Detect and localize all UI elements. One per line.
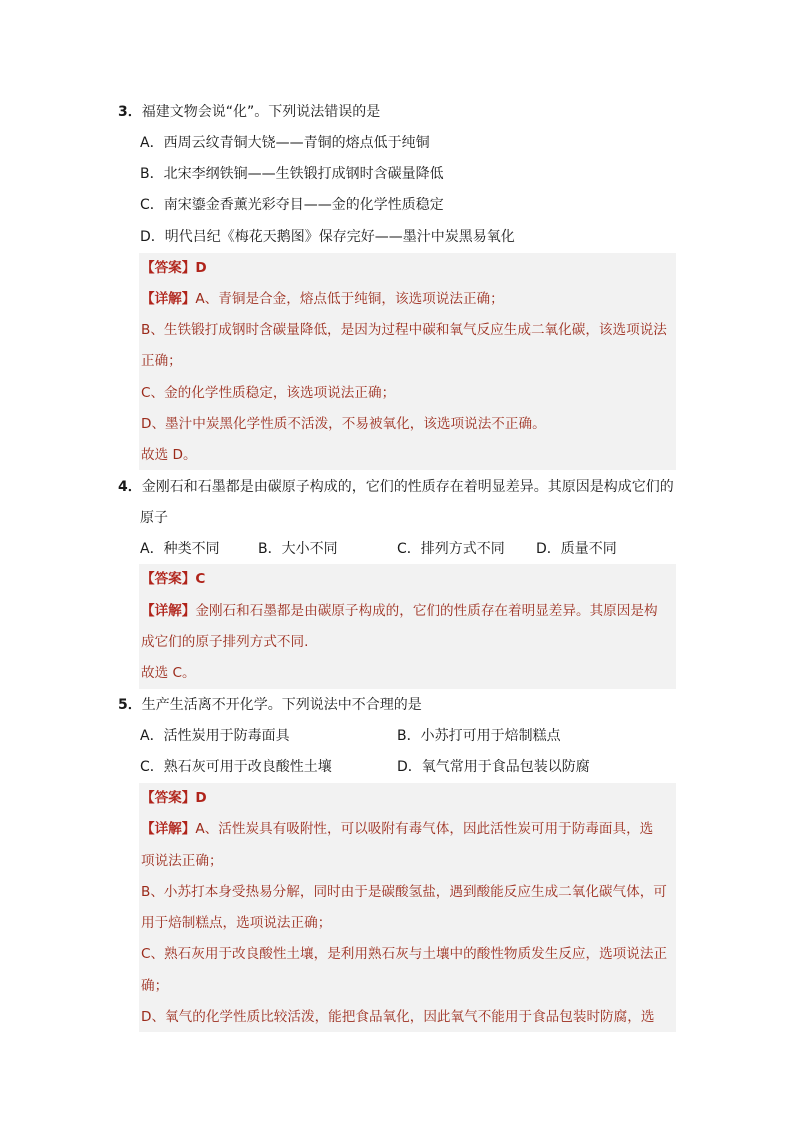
option-a: A．西周云纹青铜大铙——青铜的熔点低于纯铜: [140, 135, 430, 151]
explanation-text: A、活性炭具有吸附性，可以吸附有毒气体，因此活性炭可用于防毒面具，选: [195, 821, 654, 837]
question-5-stem: [118, 695, 422, 715]
answer-line: [141, 569, 205, 589]
explanation-line: 项说法正确；: [141, 853, 223, 869]
answer-line: [141, 258, 207, 278]
question-number: 5．: [118, 697, 142, 713]
explanation-line: C、金的化学性质稳定，该选项说法正确；: [141, 385, 396, 401]
explanation-label: 【详解】: [141, 291, 196, 307]
option-a: A．活性炭用于防毒面具: [140, 728, 290, 744]
question-number: 3．: [118, 104, 142, 120]
explanation-line: D、墨汁中炭黑化学性质不活泼，不易被氧化，该选项说法不正确。: [141, 416, 546, 432]
question-text-continued: 原子: [140, 510, 168, 526]
conclusion-line: 故选 D。: [141, 447, 197, 463]
question-number: 4．: [118, 479, 142, 495]
answer-value: C: [195, 571, 206, 587]
explanation-label: 【详解】: [141, 821, 196, 837]
answer-label: 【答案】: [141, 260, 196, 276]
answer-line: [141, 788, 207, 808]
option-b: B．大小不同: [258, 541, 338, 557]
option-b: B．北宋李纲铁锏——生铁锻打成钢时含碳量降低: [140, 166, 444, 182]
option-d: D．氧气常用于食品包装以防腐: [397, 759, 590, 775]
question-4-stem: [118, 477, 674, 497]
explanation-label: 【详解】: [141, 603, 196, 619]
explanation-line: [141, 601, 658, 621]
explanation-line: [141, 819, 653, 839]
question-3-stem: [118, 102, 380, 122]
option-c: C．南宋鎏金香薰光彩夺目——金的化学性质稳定: [140, 197, 444, 213]
explanation-line: B、生铁锻打成钢时含碳量降低，是因为过程中碳和氧气反应生成二氧化碳，该选项说法: [141, 322, 667, 338]
answer-box: [139, 564, 676, 689]
answer-box: [139, 253, 676, 470]
explanation-line: B、小苏打本身受热易分解，同时由于是碳酸氢盐，遇到酸能反应生成二氧化碳气体，可: [141, 884, 667, 900]
option-d: D．明代吕纪《梅花天鹅图》保存完好——墨汁中炭黑易氧化: [140, 229, 515, 245]
question-text: 福建文物会说“化”。下列说法错误的是: [141, 104, 381, 120]
option-c: C．熟石灰可用于改良酸性土壤: [140, 759, 332, 775]
answer-value: D: [195, 790, 207, 806]
question-text: 生产生活离不开化学。下列说法中不合理的是: [141, 697, 422, 713]
explanation-text: 金刚石和石墨都是由碳原子构成的，它们的性质存在着明显差异。其原因是构: [195, 603, 658, 619]
explanation-line: D、氧气的化学性质比较活泼，能把食品氧化，因此氧气不能用于食品包装时防腐，选: [141, 1009, 655, 1025]
answer-label: 【答案】: [141, 790, 196, 806]
question-text: 金刚石和石墨都是由碳原子构成的，它们的性质存在着明显差异。其原因是构成它们的: [141, 479, 674, 495]
option-c: C．排列方式不同: [397, 541, 505, 557]
explanation-text: A、青铜是合金，熔点低于纯铜，该选项说法正确；: [195, 291, 504, 307]
explanation-line: C、熟石灰用于改良酸性土壤，是利用熟石灰与土壤中的酸性物质发生反应，选项说法正: [141, 946, 668, 962]
answer-value: D: [195, 260, 207, 276]
explanation-line: 正确；: [141, 353, 182, 369]
explanation-line: 确；: [141, 978, 169, 994]
explanation-line: 成它们的原子排列方式不同.: [141, 634, 309, 650]
answer-label: 【答案】: [141, 571, 196, 587]
explanation-line: 用于焙制糕点，选项说法正确；: [141, 915, 332, 931]
option-d: D．质量不同: [536, 541, 617, 557]
option-b: B．小苏打可用于焙制糕点: [397, 728, 561, 744]
conclusion-line: 故选 C。: [141, 665, 196, 681]
option-a: A．种类不同: [140, 541, 220, 557]
explanation-line: [141, 289, 504, 309]
